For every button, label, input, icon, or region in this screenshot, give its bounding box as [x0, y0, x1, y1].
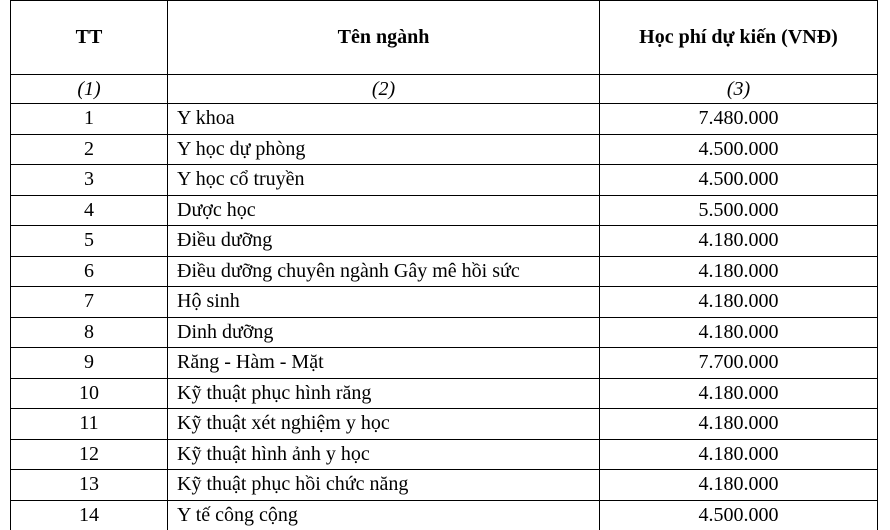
row-tuition-fee: 4.180.000: [600, 409, 878, 440]
row-major-name: Điều dưỡng chuyên ngành Gây mê hồi sức: [168, 256, 600, 287]
header-row: [11, 1, 878, 75]
table-row: [11, 317, 878, 348]
column-number-3: (3): [600, 75, 878, 104]
tuition-table: [10, 0, 878, 530]
row-number: 8: [11, 317, 168, 348]
row-major-name: Y khoa: [168, 104, 600, 135]
header-fee: Học phí dự kiến (VNĐ): [600, 1, 878, 75]
table-row: [11, 439, 878, 470]
row-major-name: Y học cổ truyền: [168, 165, 600, 196]
table-row: [11, 409, 878, 440]
table-row: [11, 134, 878, 165]
row-major-name: Kỹ thuật phục hình răng: [168, 378, 600, 409]
row-number: 10: [11, 378, 168, 409]
row-major-name: Hộ sinh: [168, 287, 600, 318]
table-row: [11, 287, 878, 318]
column-number-1: (1): [11, 75, 168, 104]
table-body: [11, 75, 878, 530]
table-row: [11, 378, 878, 409]
table-row: [11, 195, 878, 226]
table-row: [11, 470, 878, 501]
table-row: [11, 500, 878, 530]
row-number: 1: [11, 104, 168, 135]
row-tuition-fee: 7.480.000: [600, 104, 878, 135]
row-number: 7: [11, 287, 168, 318]
row-tuition-fee: 4.180.000: [600, 287, 878, 318]
table-row: [11, 226, 878, 257]
row-tuition-fee: 4.180.000: [600, 256, 878, 287]
row-major-name: Dược học: [168, 195, 600, 226]
row-major-name: Kỹ thuật xét nghiệm y học: [168, 409, 600, 440]
row-major-name: Y tế công cộng: [168, 500, 600, 530]
row-tuition-fee: 4.180.000: [600, 226, 878, 257]
row-tuition-fee: 4.180.000: [600, 439, 878, 470]
row-tuition-fee: 4.500.000: [600, 134, 878, 165]
table-row: [11, 165, 878, 196]
row-number: 3: [11, 165, 168, 196]
row-number: 5: [11, 226, 168, 257]
row-tuition-fee: 5.500.000: [600, 195, 878, 226]
row-number: 4: [11, 195, 168, 226]
row-tuition-fee: 4.180.000: [600, 378, 878, 409]
row-major-name: Răng - Hàm - Mặt: [168, 348, 600, 379]
table-row: [11, 104, 878, 135]
row-number: 9: [11, 348, 168, 379]
row-number: 14: [11, 500, 168, 530]
row-number: 11: [11, 409, 168, 440]
row-number: 2: [11, 134, 168, 165]
row-tuition-fee: 4.180.000: [600, 317, 878, 348]
table-row: [11, 348, 878, 379]
row-number: 12: [11, 439, 168, 470]
header-tt: TT: [11, 1, 168, 75]
row-tuition-fee: 4.180.000: [600, 470, 878, 501]
row-major-name: Kỹ thuật phục hồi chức năng: [168, 470, 600, 501]
row-major-name: Y học dự phòng: [168, 134, 600, 165]
row-number: 6: [11, 256, 168, 287]
header-name: Tên ngành: [168, 1, 600, 75]
table-row: [11, 256, 878, 287]
row-tuition-fee: 7.700.000: [600, 348, 878, 379]
column-number-2: (2): [168, 75, 600, 104]
row-tuition-fee: 4.500.000: [600, 165, 878, 196]
row-number: 13: [11, 470, 168, 501]
row-major-name: Kỹ thuật hình ảnh y học: [168, 439, 600, 470]
column-number-row: [11, 75, 878, 104]
row-major-name: Dinh dưỡng: [168, 317, 600, 348]
row-major-name: Điều dưỡng: [168, 226, 600, 257]
row-tuition-fee: 4.500.000: [600, 500, 878, 530]
